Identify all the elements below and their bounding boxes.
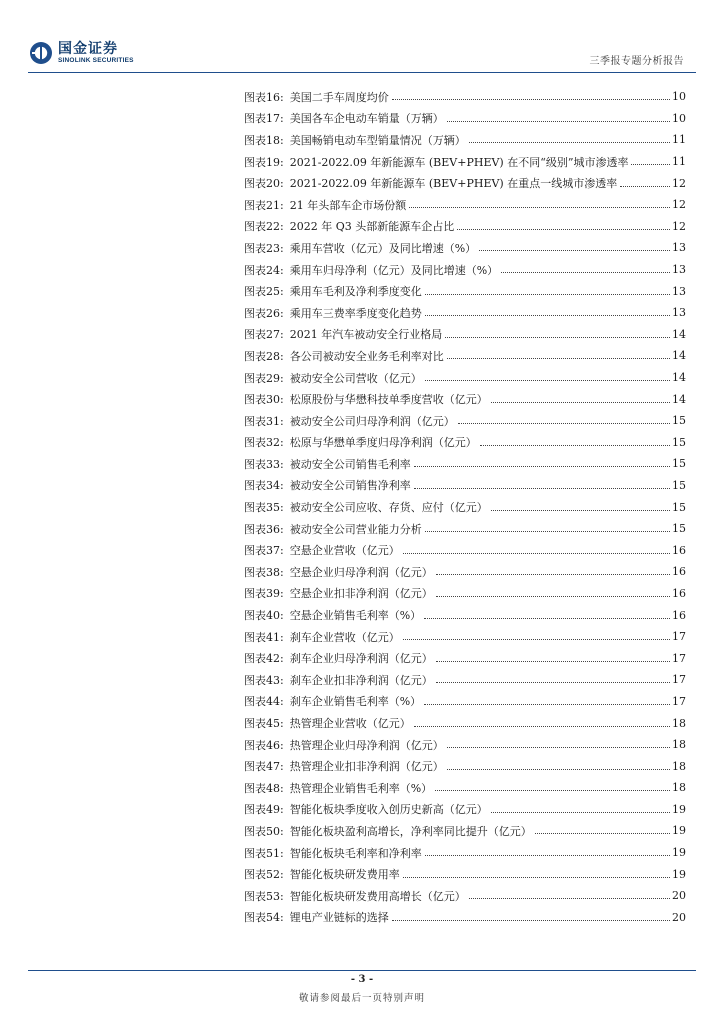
toc-page-number: 11: [672, 133, 686, 147]
toc-figure-label: 图表54:: [244, 911, 284, 925]
toc-leader-dots: [435, 790, 670, 791]
toc-leader-dots: [436, 596, 670, 597]
toc-figure-label: 图表48:: [244, 781, 284, 795]
toc-entry[interactable]: [244, 496, 686, 518]
toc-page-number: 11: [672, 155, 686, 169]
toc-page-number: 19: [672, 846, 686, 860]
toc-figure-label: 图表35:: [244, 501, 284, 515]
toc-page-number: 15: [672, 457, 686, 471]
toc-entry[interactable]: [244, 604, 686, 626]
toc-figure-title: 被动安全公司归母净利润（亿元）: [289, 414, 455, 428]
toc-leader-dots: [424, 704, 670, 705]
toc-figure-title: 乘用车归母净利（亿元）及同比增速（%）: [289, 263, 499, 277]
toc-leader-dots: [392, 920, 670, 921]
toc-leader-dots: [425, 294, 670, 295]
toc-figure-label: 图表28:: [244, 349, 284, 363]
toc-figure-title: 21 年头部车企市场份额: [289, 198, 407, 212]
toc-figure-label: 图表34:: [244, 479, 284, 493]
toc-page-number: 13: [672, 241, 686, 255]
toc-entry[interactable]: [244, 475, 686, 497]
toc-figure-title: 空悬企业销售毛利率（%）: [289, 609, 422, 623]
toc-figure-title: 2021-2022.09 年新能源车 (BEV+PHEV) 在重点一线城市渗透率: [289, 177, 618, 191]
toc-figure-label: 图表46:: [244, 738, 284, 752]
toc-page-number: 13: [672, 263, 686, 277]
footer-divider: [28, 970, 696, 971]
report-type-label: 三季报专题分析报告: [589, 56, 684, 67]
toc-figure-label: 图表50:: [244, 824, 284, 838]
toc-figure-label: 图表39:: [244, 587, 284, 601]
toc-figure-title: 空悬企业扣非净利润（亿元）: [289, 587, 433, 601]
toc-figure-label: 图表47:: [244, 760, 284, 774]
toc-figure-title: 松原股份与华懋科技单季度营收（亿元）: [289, 393, 488, 407]
toc-figure-label: 图表36:: [244, 522, 284, 536]
toc-page-number: 18: [672, 759, 686, 773]
toc-leader-dots: [447, 769, 670, 770]
toc-entry[interactable]: [244, 216, 686, 238]
toc-leader-dots: [501, 272, 670, 273]
toc-leader-dots: [458, 423, 670, 424]
toc-leader-dots: [425, 380, 670, 381]
toc-page-number: 16: [672, 608, 686, 622]
toc-figure-label: 图表40:: [244, 609, 284, 623]
toc-leader-dots: [414, 488, 670, 489]
toc-leader-dots: [469, 898, 670, 899]
logo-name-cn: 国金证券: [58, 40, 118, 57]
toc-page-number: 19: [672, 824, 686, 838]
toc-figure-title: 被动安全公司应收、存货、应付（亿元）: [289, 501, 488, 515]
toc-leader-dots: [424, 618, 670, 619]
toc-entry[interactable]: [244, 280, 686, 302]
toc-figure-title: 2021 年汽车被动安全行业格局: [289, 328, 443, 342]
toc-entry[interactable]: [244, 302, 686, 324]
toc-entry[interactable]: [244, 799, 686, 821]
toc-page-number: 14: [672, 327, 686, 341]
page-number: - 3 -: [350, 974, 374, 985]
toc-figure-title: 刹车企业销售毛利率（%）: [289, 695, 422, 709]
toc-figure-title: 热管理企业营收（亿元）: [289, 717, 411, 731]
toc-page-number: 10: [672, 111, 686, 125]
toc-figure-title: 热管理企业销售毛利率（%）: [289, 781, 433, 795]
toc-page-number: 15: [672, 414, 686, 428]
toc-page-number: 14: [672, 371, 686, 385]
toc-page-number: 18: [672, 781, 686, 795]
toc-entry[interactable]: [244, 539, 686, 561]
toc-figure-title: 美国畅销电动车型销量情况（万辆）: [289, 133, 466, 147]
toc-leader-dots: [425, 855, 670, 856]
toc-figure-label: 图表33:: [244, 457, 284, 471]
toc-figure-label: 图表31:: [244, 414, 284, 428]
toc-figure-title: 空悬企业营收（亿元）: [289, 544, 400, 558]
toc-figure-label: 图表24:: [244, 263, 284, 277]
logo-name-en: SINOLINK SECURITIES: [58, 56, 134, 64]
toc-figure-label: 图表22:: [244, 220, 284, 234]
toc-page-number: 14: [672, 349, 686, 363]
toc-figure-label: 图表17:: [244, 112, 284, 126]
toc-page-number: 17: [672, 630, 686, 644]
toc-figure-title: 锂电产业链标的选择: [289, 911, 389, 925]
toc-leader-dots: [445, 337, 670, 338]
footer-disclaimer: 敬请参阅最后一页特别声明: [298, 993, 425, 1004]
toc-entry[interactable]: [244, 518, 686, 540]
toc-entry[interactable]: [244, 129, 686, 151]
toc-figure-title: 乘用车三费率季度变化趋势: [289, 306, 422, 320]
toc-figure-label: 图表53:: [244, 889, 284, 903]
toc-figure-label: 图表52:: [244, 868, 284, 882]
toc-figure-label: 图表51:: [244, 846, 284, 860]
toc-page-number: 16: [672, 565, 686, 579]
toc-entry[interactable]: [244, 691, 686, 713]
toc-figure-title: 热管理企业扣非净利润（亿元）: [289, 760, 444, 774]
toc-entry[interactable]: [244, 626, 686, 648]
toc-entry[interactable]: [244, 907, 686, 929]
toc-entry[interactable]: [244, 647, 686, 669]
toc-leader-dots: [392, 99, 670, 100]
toc-leader-dots: [447, 121, 670, 122]
toc-leader-dots: [436, 661, 670, 662]
toc-figure-label: 图表49:: [244, 803, 284, 817]
toc-figure-title: 刹车企业扣非净利润（亿元）: [289, 673, 433, 687]
toc-figure-title: 各公司被动安全业务毛利率对比: [289, 349, 444, 363]
toc-figure-label: 图表42:: [244, 652, 284, 666]
toc-page-number: 16: [672, 586, 686, 600]
toc-page-number: 19: [672, 802, 686, 816]
toc-figure-title: 被动安全公司营收（亿元）: [289, 371, 422, 385]
toc-figure-label: 图表37:: [244, 544, 284, 558]
toc-figure-label: 图表38:: [244, 565, 284, 579]
toc-page-number: 18: [672, 738, 686, 752]
toc-figure-title: 智能化板块研发费用高增长（亿元）: [289, 889, 466, 903]
toc-leader-dots: [491, 402, 670, 403]
toc-figure-label: 图表23:: [244, 241, 284, 255]
toc-leader-dots: [436, 682, 670, 683]
toc-figure-label: 图表44:: [244, 695, 284, 709]
toc-leader-dots: [425, 315, 670, 316]
toc-figure-label: 图表27:: [244, 328, 284, 342]
toc-page-number: 17: [672, 673, 686, 687]
toc-figure-label: 图表25:: [244, 285, 284, 299]
toc-leader-dots: [469, 142, 670, 143]
toc-leader-dots: [620, 186, 670, 187]
toc-figure-label: 图表26:: [244, 306, 284, 320]
company-logo: [28, 38, 134, 68]
page-header: [28, 38, 696, 68]
toc-page-number: 15: [672, 522, 686, 536]
toc-figure-title: 被动安全公司营业能力分析: [289, 522, 422, 536]
toc-leader-dots: [631, 164, 670, 165]
toc-page-number: 17: [672, 694, 686, 708]
toc-leader-dots: [479, 250, 670, 251]
toc-page-number: 19: [672, 867, 686, 881]
toc-entry[interactable]: [244, 755, 686, 777]
sinolink-logo-icon: [28, 40, 54, 66]
toc-entry[interactable]: [244, 324, 686, 346]
toc-leader-dots: [480, 445, 670, 446]
toc-leader-dots: [425, 531, 670, 532]
toc-entry[interactable]: [244, 194, 686, 216]
toc-leader-dots: [447, 358, 670, 359]
toc-entry[interactable]: [244, 86, 686, 108]
toc-entry[interactable]: [244, 863, 686, 885]
toc-page-number: 18: [672, 716, 686, 730]
toc-entry[interactable]: [244, 367, 686, 389]
toc-entry[interactable]: [244, 583, 686, 605]
toc-page-number: 17: [672, 651, 686, 665]
toc-entry[interactable]: [244, 820, 686, 842]
toc-leader-dots: [436, 574, 670, 575]
toc-entry[interactable]: [244, 388, 686, 410]
toc-entry[interactable]: [244, 345, 686, 367]
toc-leader-dots: [457, 229, 670, 230]
toc-entry[interactable]: [244, 669, 686, 691]
toc-leader-dots: [447, 747, 670, 748]
toc-page-number: 15: [672, 500, 686, 514]
toc-figure-title: 乘用车营收（亿元）及同比增速（%）: [289, 241, 477, 255]
toc-entry[interactable]: [244, 885, 686, 907]
toc-figure-title: 刹车企业归母净利润（亿元）: [289, 652, 433, 666]
toc-page-number: 13: [672, 306, 686, 320]
header-divider: [28, 72, 696, 73]
toc-figure-label: 图表29:: [244, 371, 284, 385]
toc-leader-dots: [403, 877, 670, 878]
toc-leader-dots: [491, 812, 670, 813]
toc-leader-dots: [409, 207, 670, 208]
toc-figure-title: 松原与华懋单季度归母净利润（亿元）: [289, 436, 477, 450]
toc-page-number: 16: [672, 543, 686, 557]
toc-entry[interactable]: [244, 712, 686, 734]
toc-page-number: 13: [672, 284, 686, 298]
toc-figure-label: 图表18:: [244, 133, 284, 147]
toc-page-number: 12: [672, 176, 686, 190]
toc-entry[interactable]: [244, 410, 686, 432]
toc-figure-label: 图表16:: [244, 90, 284, 104]
toc-entry[interactable]: [244, 151, 686, 173]
toc-figure-title: 被动安全公司销售毛利率: [289, 457, 411, 471]
toc-leader-dots: [403, 639, 670, 640]
toc-leader-dots: [414, 726, 670, 727]
toc-page-number: 14: [672, 392, 686, 406]
toc-figure-title: 2021-2022.09 年新能源车 (BEV+PHEV) 在不同“级别”城市渗透率: [289, 155, 629, 169]
toc-page-number: 12: [672, 198, 686, 212]
toc-figure-label: 图表45:: [244, 717, 284, 731]
toc-figure-label: 图表32:: [244, 436, 284, 450]
table-of-figures: [244, 86, 686, 928]
toc-entry[interactable]: [244, 432, 686, 454]
toc-figure-title: 智能化板块季度收入创历史新高（亿元）: [289, 803, 488, 817]
toc-figure-label: 图表19:: [244, 155, 284, 169]
toc-page-number: 15: [672, 435, 686, 449]
toc-entry[interactable]: [244, 842, 686, 864]
toc-figure-label: 图表43:: [244, 673, 284, 687]
toc-entry[interactable]: [244, 172, 686, 194]
toc-entry[interactable]: [244, 777, 686, 799]
toc-entry[interactable]: [244, 453, 686, 475]
toc-figure-title: 美国二手车周度均价: [289, 90, 389, 104]
toc-figure-title: 智能化板块盈利高增长，净利率同比提升（亿元）: [289, 824, 532, 838]
toc-figure-label: 图表20:: [244, 177, 284, 191]
toc-page-number: 20: [672, 910, 686, 924]
toc-entry[interactable]: [244, 561, 686, 583]
toc-figure-title: 乘用车毛利及净利季度变化: [289, 285, 422, 299]
toc-page-number: 10: [672, 90, 686, 104]
toc-leader-dots: [403, 553, 670, 554]
toc-figure-title: 刹车企业营收（亿元）: [289, 630, 400, 644]
toc-page-number: 12: [672, 219, 686, 233]
toc-entry[interactable]: [244, 237, 686, 259]
toc-figure-title: 空悬企业归母净利润（亿元）: [289, 565, 433, 579]
toc-figure-title: 智能化板块研发费用率: [289, 868, 400, 882]
toc-leader-dots: [414, 466, 670, 467]
toc-page-number: 20: [672, 889, 686, 903]
toc-figure-label: 图表41:: [244, 630, 284, 644]
toc-leader-dots: [491, 510, 670, 511]
toc-figure-label: 图表21:: [244, 198, 284, 212]
toc-figure-title: 热管理企业归母净利润（亿元）: [289, 738, 444, 752]
toc-figure-title: 被动安全公司销售净利率: [289, 479, 411, 493]
toc-page-number: 15: [672, 478, 686, 492]
toc-figure-title: 2022 年 Q3 头部新能源车企占比: [289, 220, 455, 234]
toc-entry[interactable]: [244, 734, 686, 756]
toc-leader-dots: [535, 833, 670, 834]
toc-figure-label: 图表30:: [244, 393, 284, 407]
toc-entry[interactable]: [244, 259, 686, 281]
toc-figure-title: 智能化板块毛利率和净利率: [289, 846, 422, 860]
toc-entry[interactable]: [244, 108, 686, 130]
toc-figure-title: 美国各车企电动车销量（万辆）: [289, 112, 444, 126]
